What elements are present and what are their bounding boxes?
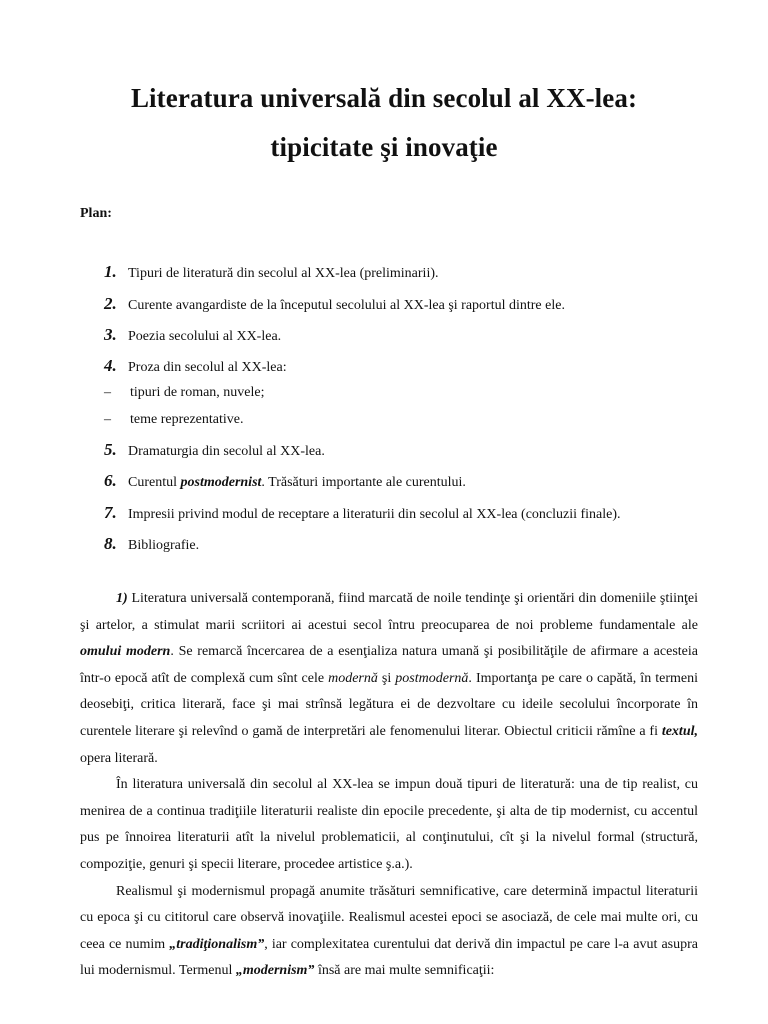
plan-item-number: 7. xyxy=(104,503,117,522)
plan-item-text: Tipuri de literatură din secolul al XX-lea (preliminarii). xyxy=(128,266,439,281)
emphasis-text: „modernism” xyxy=(235,963,315,979)
paragraph-2: În literatura universală din secolul al XX-lea se impun două tipuri de literatură: una de tip realist, cu menirea de a continua tradiţiile literaturii realiste din epocile precedente, şi alta de tip modernist, cu accentul pus pe înnoirea literaturii atît la nivelul problematicii, al conţinutului, cît şi la nivelul formal (structură, compoziţie, genuri şi specii literare, procedee artistice ş.a.). xyxy=(80,777,698,872)
dash-marker: – xyxy=(104,385,111,400)
plan-item-4 xyxy=(104,356,287,376)
emphasis-text: textul, xyxy=(661,723,698,739)
text-run: . Importanţa pe care o capătă, în termeni deosebiţi, critica literară, face şi mai strînsă legătura ei de dezvoltare cu ideile secolului încorporate în curentele literare şi relevînd o gamă de interpretări ale fenomenului literar. Obiectul criticii rămîne a fi xyxy=(80,670,698,739)
paragraph-1 xyxy=(80,586,698,772)
text-run: Literatura universală contemporană, fiind marcată de noile tendinţe şi orientări din domeniile ştiinţei şi artelor, a stimulat marii scriitori ai acestui secol întru preocuparea de noi probleme fundamentale ale xyxy=(80,591,698,633)
plan-item-text: Impresii privind modul de receptare a literaturii din secolul al XX-lea (concluzii finale). xyxy=(128,507,621,522)
text-run: opera literară. xyxy=(80,750,158,766)
plan-item-7 xyxy=(104,503,621,523)
text-run: , iar complexitatea curentului dat derivă din impactul pe care l-a avut asupra lui modernismul. Termenul xyxy=(80,936,698,979)
plan-item-text: Curente avangardiste de la începutul secolului al XX-lea şi raportul dintre ele. xyxy=(128,298,565,313)
plan-item-number: 1. xyxy=(104,262,117,281)
text-run: . Se remarcă încercarea de a esenţializa natura umană şi posibilităţile de afirmare a acesteia într-o epocă atît de complexă cum sînt cele xyxy=(80,644,698,686)
title-line-2: tipicitate şi inovaţie xyxy=(270,132,498,162)
dash-marker: – xyxy=(104,412,111,427)
italic-text: modernă xyxy=(328,670,378,686)
plan-item-text: Bibliografie. xyxy=(128,538,200,553)
plan-item-number: 3. xyxy=(104,325,117,344)
plan-item-2 xyxy=(104,294,565,314)
plan-item-8 xyxy=(104,534,199,554)
plan-item-number: 6. xyxy=(104,471,117,490)
plan-item-number: 8. xyxy=(104,534,117,553)
body-text xyxy=(80,586,698,985)
plan-item-text-post: . Trăsături importante ale curentului. xyxy=(261,475,466,490)
plan-label: Plan: xyxy=(80,206,112,221)
plan-item-number: 2. xyxy=(104,294,117,313)
plan-item-5 xyxy=(104,440,325,460)
plan-item-text: Dramaturgia din secolul al XX-lea. xyxy=(128,444,325,459)
plan-item-6 xyxy=(104,471,466,491)
text-run: şi xyxy=(377,670,396,686)
emphasis-text: „tradiţionalism” xyxy=(169,936,265,952)
section-marker: 1) xyxy=(116,591,128,606)
text-run: Realismul şi modernismul propagă anumite trăsături semnificative, care determină impactul literaturii cu epoca şi cu cititorul care observă inovaţiile. Realismul acestei epoci se asociază, de cele mai multe ori, cu ceea ce numim xyxy=(80,883,698,952)
plan-item-3 xyxy=(104,325,281,345)
text-run: însă are mai multe semnificaţii: xyxy=(314,963,495,979)
plan-subitem-2 xyxy=(104,412,243,428)
plan-item-number: 4. xyxy=(104,356,117,375)
plan-item-text-pre: Curentul xyxy=(128,475,181,490)
plan-item-text-emphasis: postmodernist xyxy=(180,475,262,490)
plan-item-1 xyxy=(104,262,439,282)
plan-item-number: 5. xyxy=(104,440,117,459)
emphasis-text: omului modern xyxy=(80,644,171,660)
plan-item-text: Poezia secolului al XX-lea. xyxy=(128,329,282,344)
plan-subitem-text: teme reprezentative. xyxy=(130,412,244,427)
plan-subitem-1 xyxy=(104,385,265,401)
plan-subitem-text: tipuri de roman, nuvele; xyxy=(130,385,265,400)
title-line-1: Literatura universală din secolul al XX-lea: xyxy=(130,83,638,113)
plan-item-text: Proza din secolul al XX-lea: xyxy=(128,360,287,375)
italic-text: postmodernă xyxy=(395,670,469,686)
paragraph-3 xyxy=(80,879,698,985)
